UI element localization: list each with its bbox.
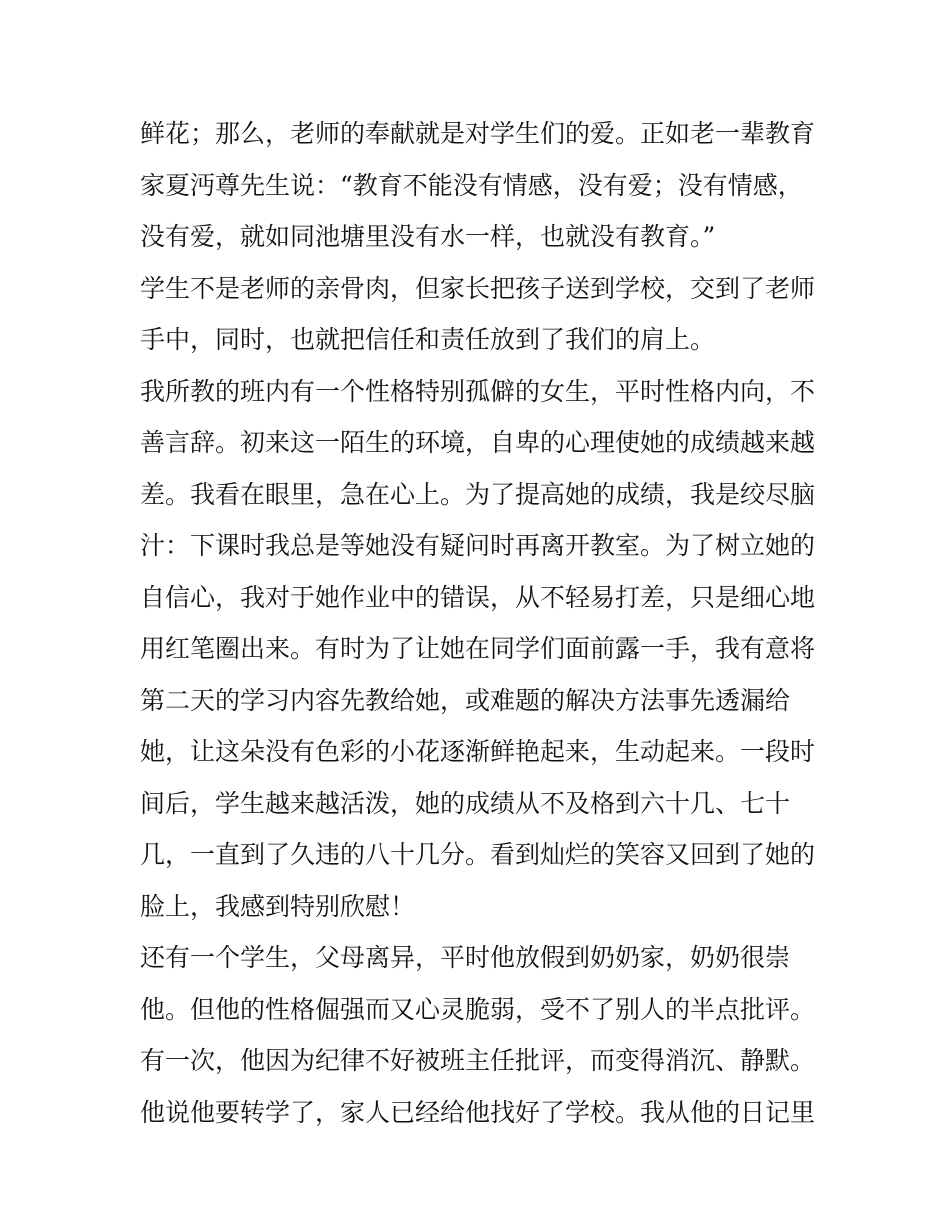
text-line: 家夏沔尊先生说：“教育不能没有情感，没有爱；没有情感， <box>140 170 803 200</box>
text-line: 有一次，他因为纪律不好被班主任批评，而变得消沉、静默。 <box>140 1046 816 1075</box>
text-line: 鲜花；那么，老师的奉献就是对学生们的爱。正如老一辈教育 <box>140 119 816 148</box>
text-line: 第二天的学习内容先教给她，或难题的解决方法事先透漏给 <box>140 685 791 715</box>
text-line: 没有爱，就如同池塘里没有水一样，也就没有教育。” <box>140 222 716 251</box>
text-line: 学生不是老师的亲骨肉，但家长把孩子送到学校，交到了老师 <box>140 273 816 303</box>
text-line: 善言辞。初来这一陌生的环境，自卑的心理使她的成绩越来越 <box>140 428 816 457</box>
text-line: 脸上，我感到特别欣慰！ <box>140 891 416 921</box>
text-line: 手中，同时，也就把信任和责任放到了我们的肩上。 <box>140 325 716 354</box>
body-text <box>140 108 820 1138</box>
text-line: 汁：下课时我总是等她没有疑问时再离开教室。为了树立她的 <box>140 531 816 560</box>
text-line: 还有一个学生，父母离异，平时他放假到奶奶家，奶奶很崇 <box>140 943 791 972</box>
text-line: 我所教的班内有一个性格特别孤僻的女生，平时性格内向，不 <box>140 376 816 406</box>
text-line: 他说他要转学了，家人已经给他找好了学校。我从他的日记里 <box>140 1097 816 1127</box>
text-line: 用红笔圈出来。有时为了让她在同学们面前露一手，我有意将 <box>140 634 816 663</box>
text-line: 差。我看在眼里，急在心上。为了提高她的成绩，我是绞尽脑 <box>140 479 816 509</box>
text-line: 几，一直到了久违的八十几分。看到灿烂的笑容又回到了她的 <box>140 840 816 869</box>
text-line: 间后，学生越来越活泼，她的成绩从不及格到六十几、七十 <box>140 788 791 818</box>
text-line: 她，让这朵没有色彩的小花逐渐鲜艳起来，生动起来。一段时 <box>140 737 816 766</box>
text-line: 自信心，我对于她作业中的错误，从不轻易打差，只是细心地 <box>140 582 816 612</box>
text-line: 他。但他的性格倔强而又心灵脆弱，受不了别人的半点批评。 <box>140 994 816 1024</box>
